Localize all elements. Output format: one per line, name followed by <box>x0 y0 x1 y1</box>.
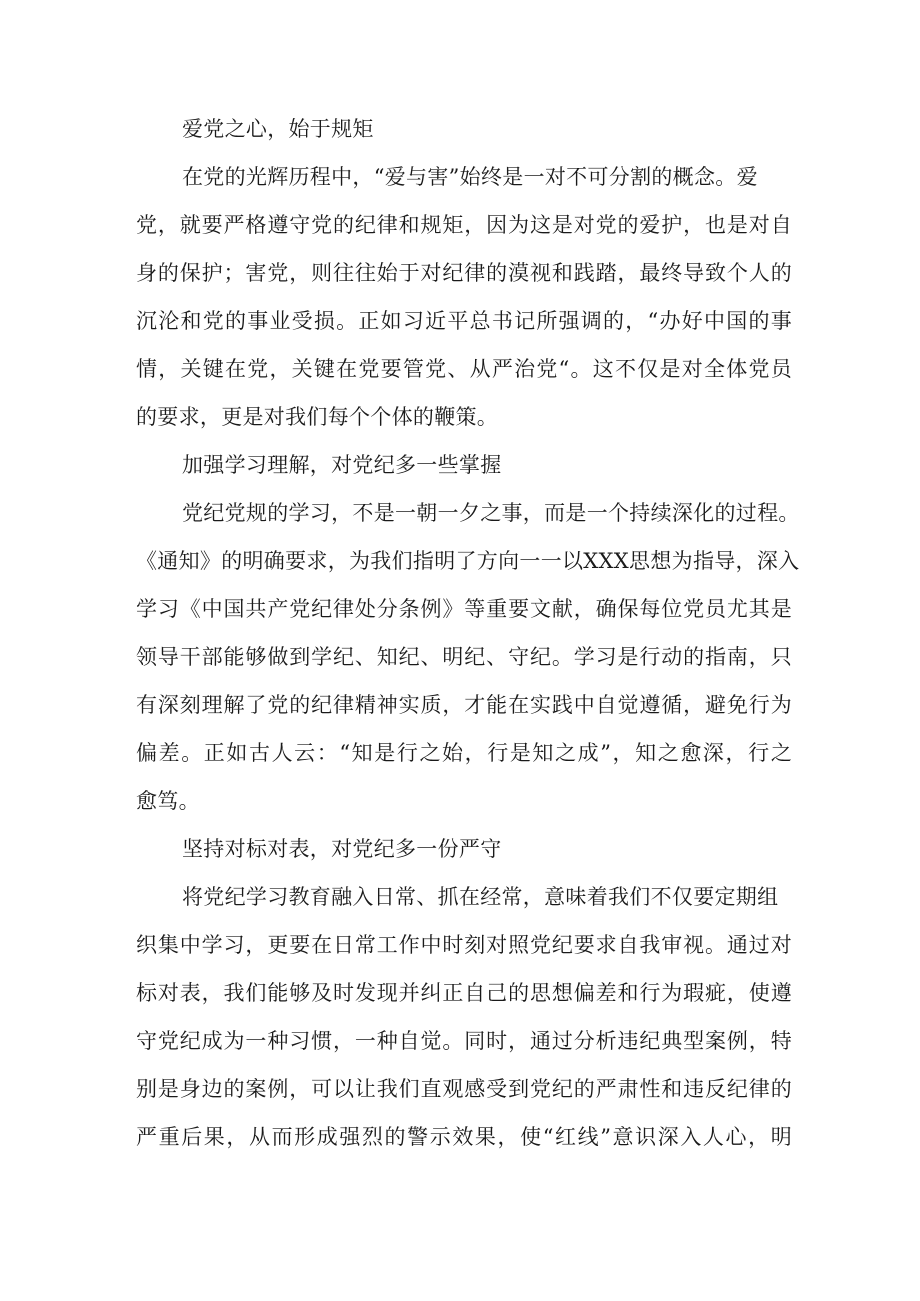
paragraph-line: 有深刻理解了党的纪律精神实质，才能在实践中自觉遵循，避免行为 <box>136 693 792 717</box>
paragraph-line: 别是身边的案例，可以让我们直观感受到党纪的严肃性和违反纪律的 <box>136 1077 792 1101</box>
paragraph-line: 党纪党规的学习，不是一朝一夕之事，而是一个持续深化的过程。 <box>182 501 800 525</box>
paragraph-line: 在党的光辉历程中，“爱与害”始终是一对不可分割的概念。爱 <box>182 165 758 189</box>
paragraph-line: 偏差。正如古人云：“知是行之始，行是知之成”，知之愈深，行之 <box>136 741 792 765</box>
paragraph-line: 守党纪成为一种习惯，一种自觉。同时，通过分析违纪典型案例，特 <box>136 1029 792 1053</box>
paragraph-line: 严重后果，从而形成强烈的警示效果，使“红线”意识深入人心，明 <box>136 1125 792 1149</box>
paragraph-line: 领导干部能够做到学纪、知纪、明纪、守纪。学习是行动的指南，只 <box>136 645 792 669</box>
paragraph-line: 党，就要严格遵守党的纪律和规矩，因为这是对党的爱护，也是对自 <box>136 213 792 237</box>
paragraph-line: 织集中学习，更要在日常工作中时刻对照党纪要求自我审视。通过对 <box>136 933 792 957</box>
paragraph-line: 情，关键在党，关键在党要管党、从严治党“。这不仅是对全体党员 <box>136 357 792 381</box>
paragraph-line: 将党纪学习教育融入日常、抓在经常，意味着我们不仅要定期组 <box>182 885 779 909</box>
paragraph-line: 标对表，我们能够及时发现并纠正自己的思想偏差和行为瑕疵，使遵 <box>136 981 792 1005</box>
paragraph-line: 的要求，更是对我们每个个体的鞭策。 <box>136 405 499 429</box>
section-heading: 坚持对标对表，对党纪多一份严守 <box>182 837 502 861</box>
paragraph-line: 《通知》的明确要求，为我们指明了方向一一以XXX思想为指导，深入 <box>136 549 800 573</box>
paragraph-line: 沉沦和党的事业受损。正如习近平总书记所强调的，“办好中国的事 <box>136 309 792 333</box>
paragraph-line: 身的保护；害党，则往往始于对纪律的漠视和践踏，最终导致个人的 <box>136 261 792 285</box>
paragraph-line: 学习《中国共产党纪律处分条例》等重要文献，确保每位党员尤其是 <box>136 597 792 621</box>
section-heading: 加强学习理解，对党纪多一些掌握 <box>182 453 502 477</box>
section-heading: 爱党之心，始于规矩 <box>182 117 374 141</box>
paragraph-line: 愈笃。 <box>136 789 200 813</box>
